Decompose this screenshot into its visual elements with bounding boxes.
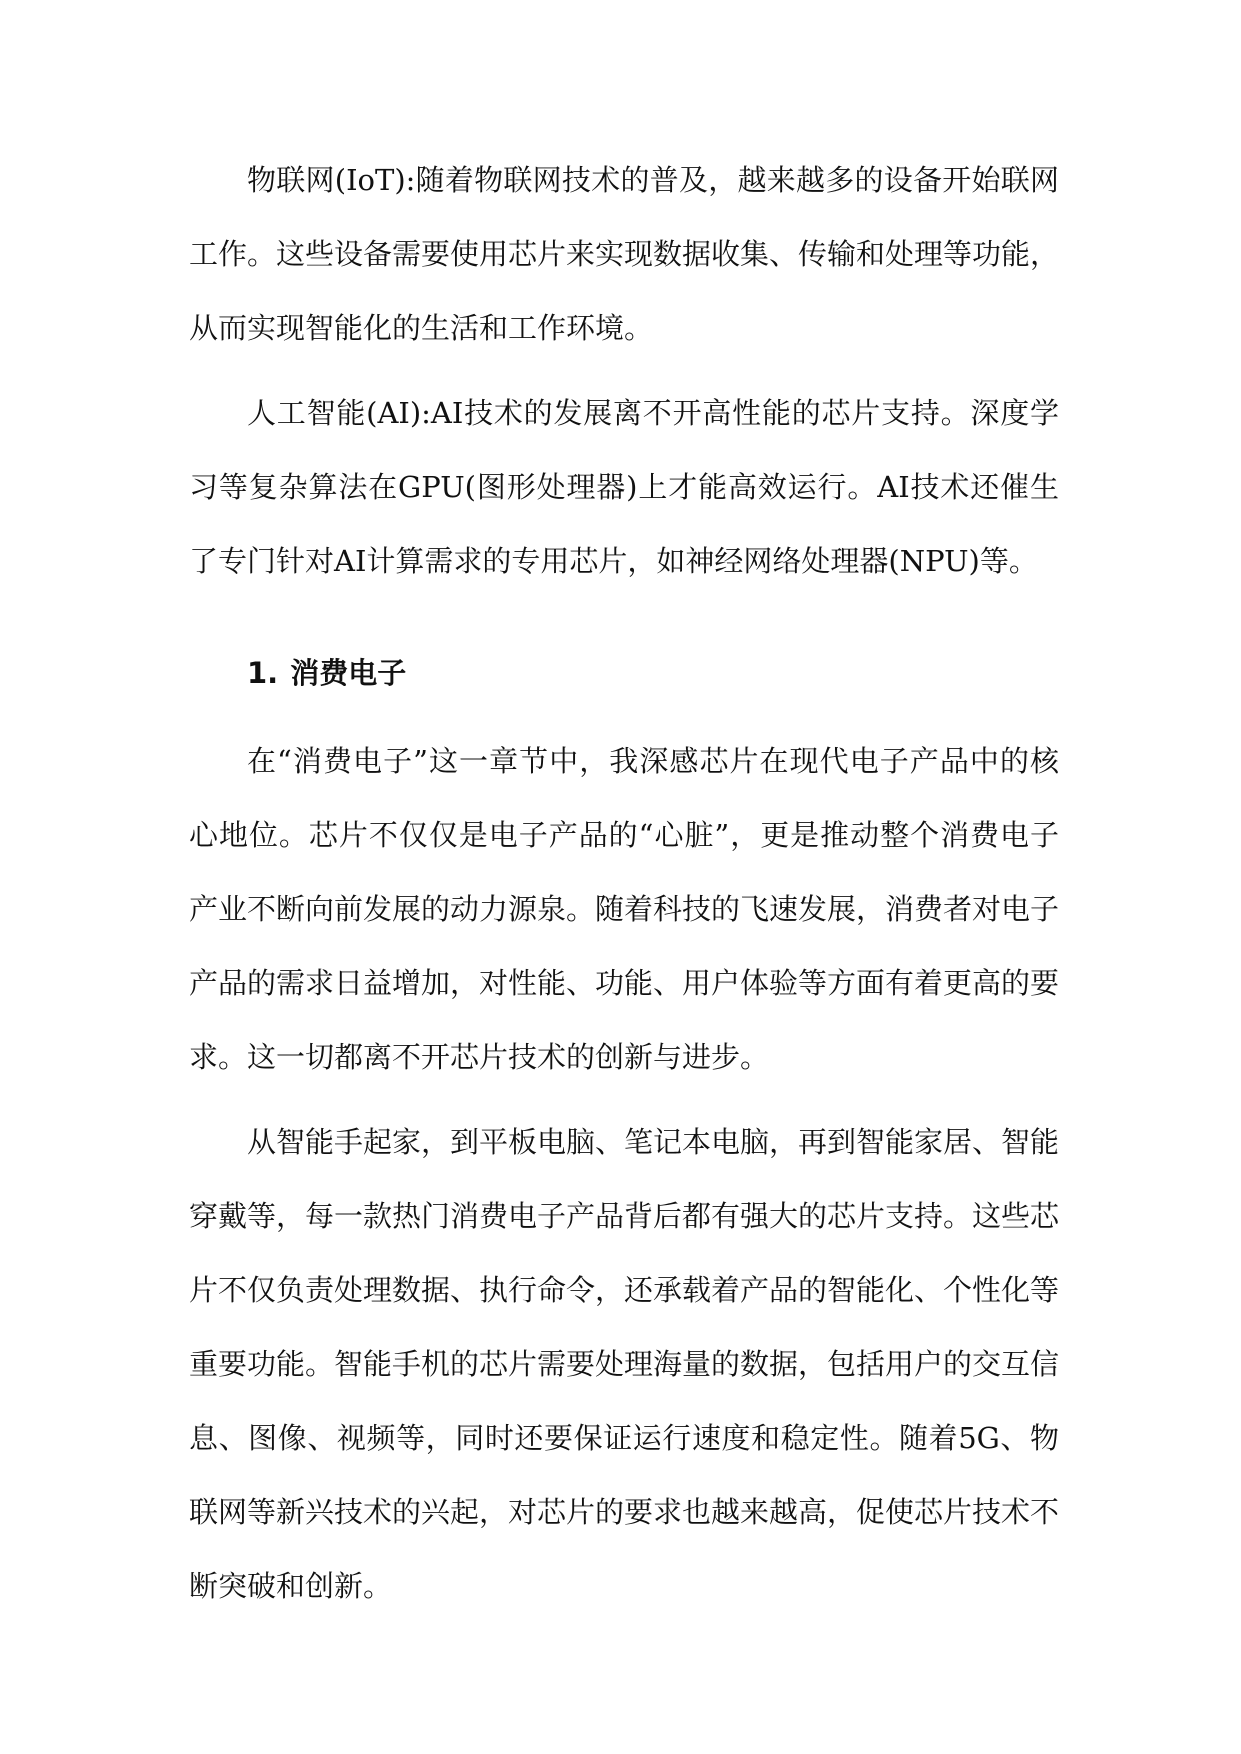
paragraph-consumer-electronics-devices: 从智能手起家，到平板电脑、笔记本电脑，再到智能家居、智能穿戴等，每一款热门消费电子产品背后都有强大的芯片支持。这些芯片不仅负责处理数据、执行命令，还承载着产品的智能化、个性化等重要功能。智能手机的芯片需要处理海量的数据，包括用户的交互信息、图像、视频等，同时还要保证运行速度和稳定性。随着5G、物联网等新兴技术的兴起，对芯片的要求也越来越高，促使芯片技术不断突破和创新。 [189,1125,1060,1603]
section-heading [189,636,1059,710]
section-number: 1. [247,656,279,690]
paragraph-consumer-electronics-intro: 在“消费电子”这一章节中，我深感芯片在现代电子产品中的核心地位。芯片不仅仅是电子产品的“心脏”，更是推动整个消费电子产业不断向前发展的动力源泉。随着科技的飞速发展，消费者对电子产品的需求日益增加，对性能、功能、用户体验等方面有着更高的要求。这一切都离不开芯片技术的创新与进步。 [189,744,1060,1074]
paragraph-ai: 人工智能(AI):AI技术的发展离不开高性能的芯片支持。深度学习等复杂算法在GPU(图形处理器)上才能高效运行。AI技术还催生了专门针对AI计算需求的专用芯片，如神经网络处理器(NPU)等。 [189,396,1059,578]
section-title: 消费电子 [290,656,407,690]
paragraph-iot: 物联网(IoT):随着物联网技术的普及，越来越多的设备开始联网工作。这些设备需要使用芯片来实现数据收集、传输和处理等功能，从而实现智能化的生活和工作环境。 [189,163,1060,345]
document-body [189,143,1059,1634]
